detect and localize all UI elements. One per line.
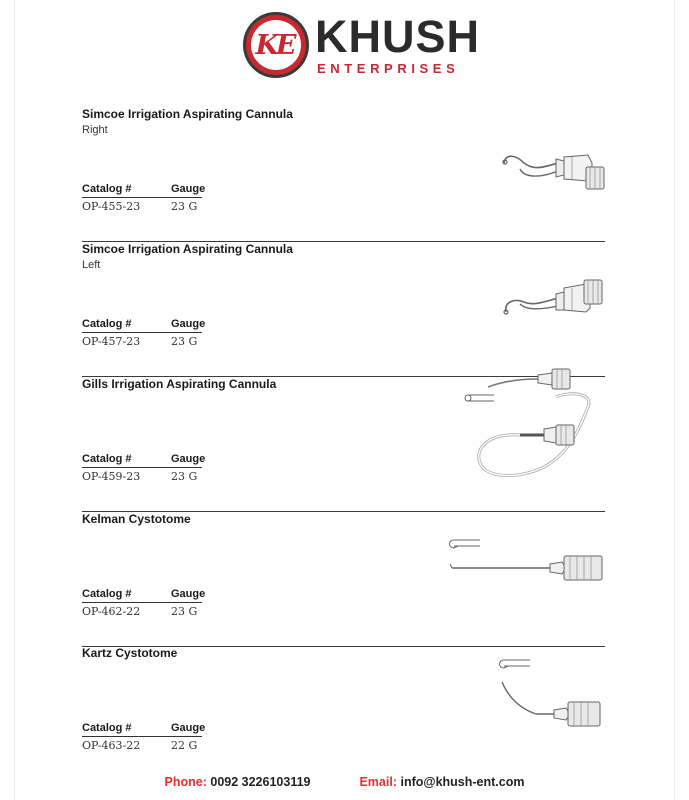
kartz-cystotome-icon: [496, 656, 606, 734]
catalog-header: Catalog #: [82, 183, 132, 195]
product-variant: Right: [82, 124, 108, 136]
brand-name: KHUSH: [315, 11, 481, 62]
gills-cannula-icon: [460, 367, 605, 487]
catalog-header: Catalog #: [82, 588, 132, 600]
logo-emblem-icon: [243, 12, 309, 78]
gauge-header: Gauge: [171, 183, 206, 195]
table-rule: [82, 467, 202, 468]
email-address[interactable]: info@khush-ent.com: [400, 775, 525, 789]
simcoe-cannula-left-icon: [500, 274, 610, 326]
gauge-value: 23 G: [171, 605, 198, 618]
gauge-header: Gauge: [171, 722, 206, 734]
kelman-cystotome-icon: [444, 536, 606, 584]
contact-footer: [0, 775, 689, 789]
product-name: Simcoe Irrigation Aspirating Cannula: [82, 242, 293, 256]
page-border-left: [14, 0, 15, 800]
catalog-number: OP-463-22: [82, 739, 141, 752]
product-entry: [82, 377, 605, 512]
gauge-value: 23 G: [171, 470, 198, 483]
product-entry: [82, 646, 605, 781]
product-name: Simcoe Irrigation Aspirating Cannula: [82, 107, 293, 121]
catalog-header: Catalog #: [82, 453, 132, 465]
gauge-header: Gauge: [171, 453, 206, 465]
brand-logo: [243, 11, 481, 78]
simcoe-cannula-right-icon: [500, 147, 610, 199]
gauge-value: 22 G: [171, 739, 198, 752]
catalog-number: OP-457-23: [82, 335, 141, 348]
gauge-value: 23 G: [171, 200, 198, 213]
catalog-number: OP-459-23: [82, 470, 141, 483]
table-rule: [82, 602, 202, 603]
table-rule: [82, 197, 202, 198]
catalog-header: Catalog #: [82, 722, 132, 734]
page-border-right: [674, 0, 675, 800]
catalog-header: Catalog #: [82, 318, 132, 330]
product-name: Kelman Cystotome: [82, 512, 191, 526]
catalog-number: OP-462-22: [82, 605, 141, 618]
phone-number[interactable]: 0092 3226103119: [210, 775, 311, 789]
product-entry: [82, 242, 605, 377]
product-entry: [82, 107, 605, 242]
product-variant: Left: [82, 259, 101, 271]
email-label: Email:: [359, 775, 397, 789]
phone-label: Phone:: [164, 775, 207, 789]
gauge-header: Gauge: [171, 318, 206, 330]
gauge-header: Gauge: [171, 588, 206, 600]
product-entry: [82, 512, 605, 647]
gauge-value: 23 G: [171, 335, 198, 348]
table-rule: [82, 736, 202, 737]
logo-monogram: KE: [255, 29, 294, 61]
product-name: Gills Irrigation Aspirating Cannula: [82, 377, 277, 391]
product-name: Kartz Cystotome: [82, 646, 178, 660]
table-rule: [82, 332, 202, 333]
brand-subtitle: ENTERPRISES: [317, 61, 460, 76]
catalog-number: OP-455-23: [82, 200, 141, 213]
